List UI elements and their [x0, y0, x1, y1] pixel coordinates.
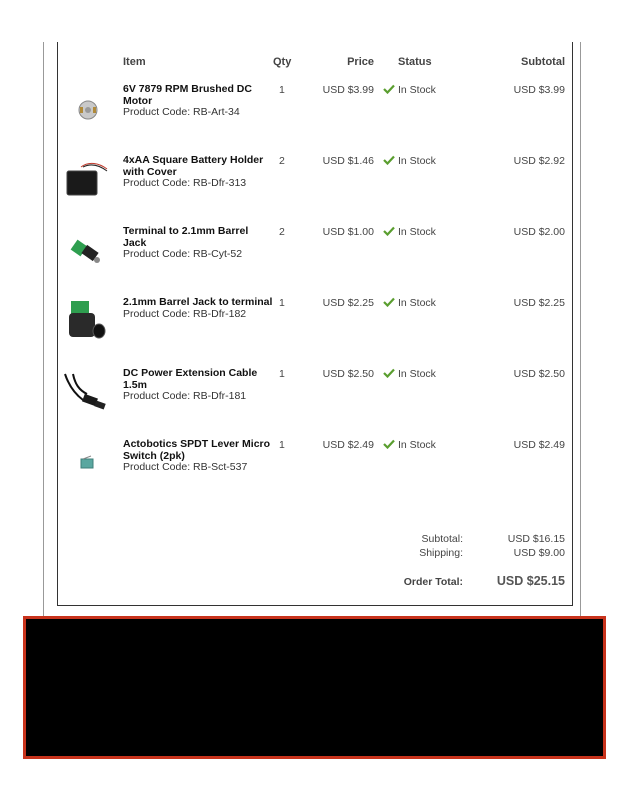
shipping-value: USD $9.00	[513, 547, 565, 559]
page-border-left	[43, 42, 44, 617]
header-qty: Qty	[273, 56, 292, 68]
order-total-value: USD $25.15	[496, 574, 565, 588]
line-subtotal: USD $2.92	[513, 155, 565, 167]
product-name[interactable]: 4xAA Square Battery Holder with Cover Product Code: RB-Dfr-313	[123, 155, 273, 190]
product-code: Product Code: RB-Dfr-181	[123, 390, 247, 402]
quantity: 1	[279, 439, 285, 451]
line-subtotal: USD $2.25	[513, 297, 565, 309]
terminal-jack-icon	[61, 230, 111, 274]
quantity: 2	[279, 155, 285, 167]
subtotal-value: USD $16.15	[507, 533, 565, 545]
unit-price: USD $2.50	[322, 368, 374, 380]
unit-price: USD $1.46	[322, 155, 374, 167]
check-icon	[383, 368, 395, 378]
check-icon	[383, 226, 395, 236]
stock-status: In Stock	[383, 226, 436, 238]
line-subtotal: USD $2.50	[513, 368, 565, 380]
stock-status: In Stock	[383, 368, 436, 380]
table-row	[57, 297, 573, 368]
footer-panel	[23, 616, 606, 759]
line-subtotal: USD $3.99	[513, 84, 565, 96]
check-icon	[383, 439, 395, 449]
quantity: 2	[279, 226, 285, 238]
unit-price: USD $2.49	[322, 439, 374, 451]
header-subtotal: Subtotal	[521, 56, 565, 68]
table-row	[57, 368, 573, 439]
table-row	[57, 155, 573, 226]
table-row	[57, 439, 573, 510]
product-code: Product Code: RB-Dfr-182	[123, 307, 247, 320]
unit-price: USD $1.00	[322, 226, 374, 238]
shipping-label: Shipping:	[419, 547, 463, 559]
table-row	[57, 84, 573, 155]
stock-status: In Stock	[383, 155, 436, 167]
product-name[interactable]: 2.1mm Barrel Jack to terminal Product Code: RB-Dfr-182	[123, 296, 273, 320]
check-icon	[383, 297, 395, 307]
stock-status: In Stock	[383, 84, 436, 96]
subtotal-label: Subtotal:	[421, 533, 463, 545]
stock-status: In Stock	[383, 439, 436, 451]
product-code: Product Code: RB-Sct-537	[123, 461, 248, 473]
battery-holder-icon	[61, 159, 111, 203]
extension-cable-icon	[61, 372, 111, 416]
unit-price: USD $3.99	[322, 84, 374, 96]
table-row	[57, 226, 573, 297]
micro-switch-icon	[61, 443, 111, 487]
product-name[interactable]: Terminal to 2.1mm Barrel Jack Product Code: RB-Cyt-52	[123, 226, 273, 261]
barrel-jack-icon	[61, 301, 111, 345]
header-price: Price	[347, 56, 374, 68]
line-subtotal: USD $2.00	[513, 226, 565, 238]
page-border-right	[580, 42, 581, 617]
dc-motor-icon	[61, 88, 111, 132]
product-name[interactable]: DC Power Extension Cable 1.5m Product Code: RB-Dfr-181	[123, 368, 273, 403]
product-code: Product Code: RB-Cyt-52	[123, 248, 243, 260]
product-name[interactable]: 6V 7879 RPM Brushed DC Motor Product Code: RB-Art-34	[123, 84, 273, 119]
stock-status: In Stock	[383, 297, 436, 309]
line-subtotal: USD $2.49	[513, 439, 565, 451]
header-item: Item	[123, 56, 146, 68]
quantity: 1	[279, 84, 285, 96]
unit-price: USD $2.25	[322, 297, 374, 309]
quantity: 1	[279, 368, 285, 380]
order-total-label: Order Total:	[403, 576, 463, 588]
quantity: 1	[279, 297, 285, 309]
product-code: Product Code: RB-Art-34	[123, 106, 240, 118]
check-icon	[383, 84, 395, 94]
product-name[interactable]: Actobotics SPDT Lever Micro Switch (2pk) Product Code: RB-Sct-537	[123, 439, 273, 474]
header-status: Status	[398, 56, 432, 68]
product-code: Product Code: RB-Dfr-313	[123, 177, 247, 189]
check-icon	[383, 155, 395, 165]
